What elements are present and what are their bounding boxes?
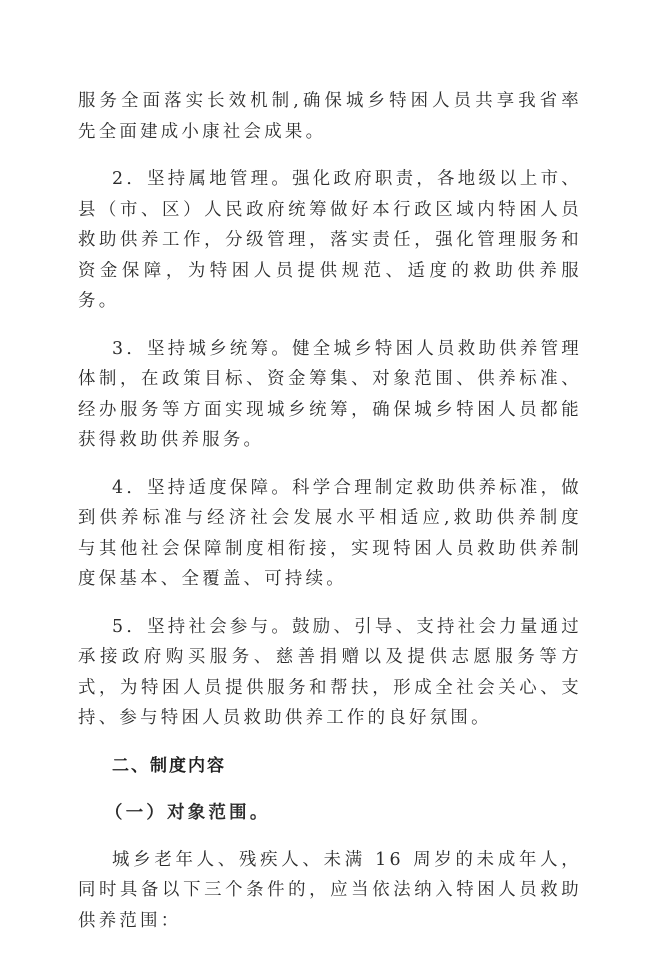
paragraph-principle-4: 4．坚持适度保障。科学合理制定救助供养标准，做到供养标准与经济社会发展水平相适应,救助供养制度与其他社会保障制度相衔接，实现特困人员救助供养制度保基本、全覆盖、可持续。	[78, 477, 582, 589]
section-heading: 二、制度内容	[112, 755, 226, 776]
paragraph-eligibility: 城乡老年人、残疾人、未满 16 周岁的未成年人，同时具备以下三个条件的，应当依法纳入特困人员救助供养范围：	[78, 849, 582, 931]
subsection-heading: （一）对象范围。	[105, 802, 271, 823]
paragraph-principle-5: 5．坚持社会参与。鼓励、引导、支持社会力量通过承接政府购买服务、慈善捐赠以及提供志愿服务等方式，为特困人员提供服务和帮扶，形成全社会关心、支持、参与特困人员救助供养工作的良好氛围。	[78, 616, 582, 728]
paragraph-continuation: 服务全面落实长效机制,确保城乡特困人员共享我省率先全面建成小康社会成果。	[78, 91, 582, 142]
paragraph-principle-2: 2．坚持属地管理。强化政府职责，各地级以上市、县（市、区）人民政府统筹做好本行政区域内特困人员救助供养工作，分级管理，落实责任，强化管理服务和资金保障，为特困人员提供规范、适度的救助供养服务。	[78, 169, 582, 311]
paragraph-principle-3: 3．坚持城乡统筹。健全城乡特困人员救助供养管理体制，在政策目标、资金筹集、对象范围、供养标准、经办服务等方面实现城乡统筹，确保城乡特困人员都能获得救助供养服务。	[78, 338, 582, 450]
document-page	[78, 86, 582, 953]
